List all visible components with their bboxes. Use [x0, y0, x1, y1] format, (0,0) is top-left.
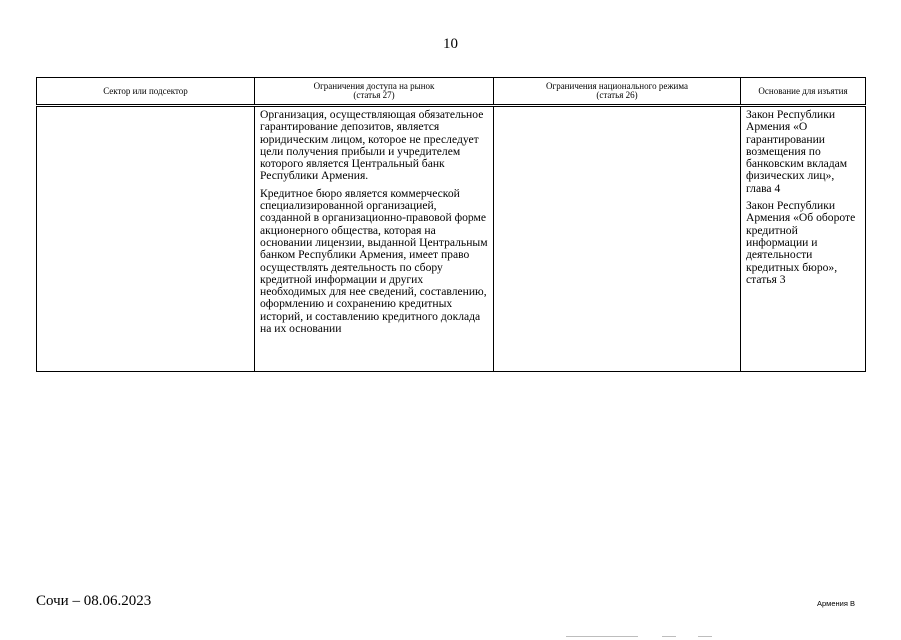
basis-paragraph-2: Закон Республики Армения «Об обороте кредитной информации и деятельности кредитных бюро», статья 3: [746, 199, 856, 286]
scan-artifact-line: [698, 636, 712, 637]
header-national-treatment-line2: (статья 26): [596, 90, 638, 100]
cell-market-access: [255, 106, 494, 372]
header-sector: [37, 78, 255, 106]
page-number: 10: [443, 36, 458, 52]
header-basis-label: Основание для изъятия: [758, 85, 848, 96]
market-access-paragraph-1: Организация, осуществляющая обязательное гарантирование депозитов, является юридическим лицом, которое не преследует цели получения прибыли и учредителем которого является Центральный банк Республики Армения.: [260, 108, 484, 183]
scan-artifact-line: [566, 636, 638, 637]
cell-basis: [741, 106, 866, 372]
header-basis: [741, 78, 866, 106]
cell-national-treatment: [494, 106, 741, 372]
reservations-table: [36, 77, 866, 372]
footer-place-date: Сочи – 08.06.2023: [36, 593, 152, 609]
header-national-treatment: [494, 78, 741, 106]
table-header-row: [37, 78, 866, 106]
market-access-paragraph-2: Кредитное бюро является коммерческой специализированной организацией, созданной в организационно-правовой форме акционерного общества, которая на основании лицензии, выданной Центральным банком Республики Армения, имеет право осуществлять деятельность по сбору кредитной информации и других необходимых для нее сведений, составлению, оформлению и сохранению кредитных историй, и составлению кредитного доклада на их основании: [260, 186, 488, 336]
basis-paragraph-1: Закон Республики Армения «О гарантировании возмещения по банковским вкладам физических лиц», глава 4: [746, 108, 848, 195]
cell-sector-text: [37, 107, 254, 109]
scan-artifact-line: [662, 636, 676, 637]
table-row: [37, 106, 866, 372]
header-market-access: [255, 78, 494, 106]
cell-sector: [37, 106, 255, 372]
header-national-treatment-line1: Ограничения национального режима: [546, 81, 688, 91]
header-market-access-line1: Ограничения доступа на рынок: [313, 81, 435, 91]
footer-country-code: Армения В: [817, 599, 855, 608]
cell-national-treatment-text: [494, 107, 740, 109]
header-sector-label: Сектор или подсектор: [103, 85, 188, 96]
header-market-access-line2: (статья 27): [353, 90, 395, 100]
